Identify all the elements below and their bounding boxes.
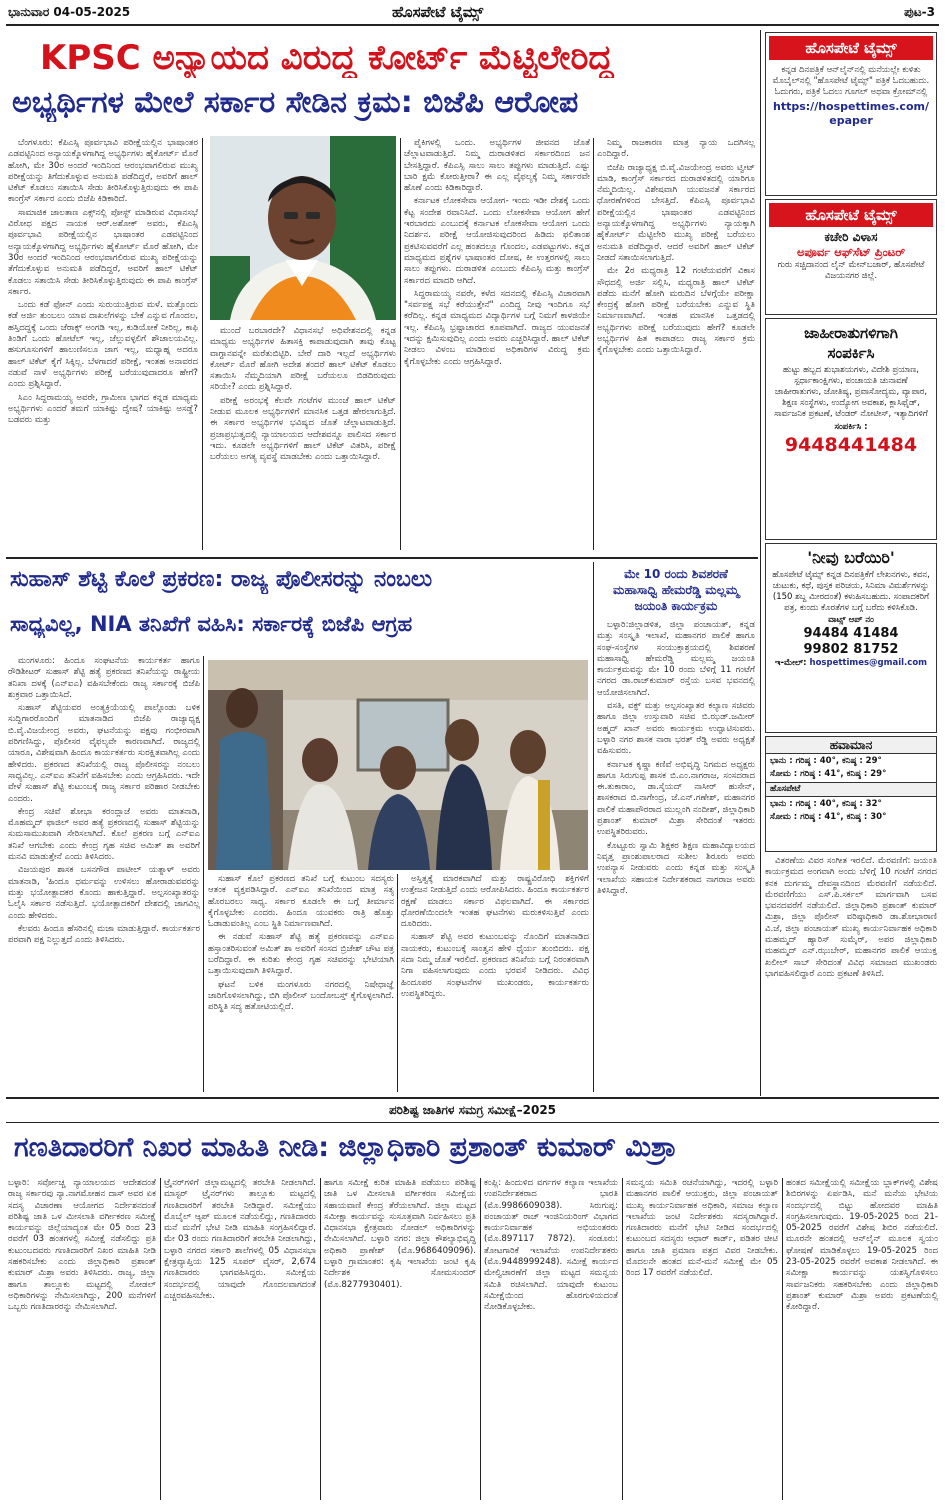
column-divider xyxy=(400,138,401,550)
paragraph: ನಿಮ್ಮ ರಾಜಕಾರಣ ಮಾತ್ರ ನ್ಯಾಯ ಒದಗಿಸಲ್ಲ ಎಂದಿದ್ದಾರೆ. xyxy=(597,138,755,160)
paragraph: ಅಸ್ತಿತ್ವಕ್ಕೆ ಮಾರಕವಾಗಿದೆ ಮತ್ತು ರಾಷ್ಟ್ರವಿರೋಧಿ ಶಕ್ತಿಗಳಿಗೆ ಉತ್ತೇಜನ ನೀಡುತ್ತಿದೆ ಎಂದು ಆರೋಪಿಸಿದರು. ಹಿಂದೂ ಕಾರ್ಯಕರ್ತರ ರಕ್ಷಣೆ ಮಾಡಲು ಸರ್ಕಾರ ವಿಫಲವಾಗಿದೆ. ಈ ಸರ್ಕಾರದ ಧೋರಣೆಯಿಂದಲೇ ಇಂತಹ ಘಟನೆಗಳು ಮರುಕಳಿಸುತ್ತಿವೆ ಎಂದು ದೂರಿದರು. xyxy=(401,874,589,930)
paragraph: ವಸತಿ, ವಕ್ಫ್ ಮತ್ತು ಅಲ್ಪಸಂಖ್ಯಾತರ ಕಲ್ಯಾಣ ಸಚಿವರು ಹಾಗೂ ಜಿಲ್ಲಾ ಉಸ್ತುವಾರಿ ಸಚಿವ ಬಿ.ಝಡ್.ಜಮೀರ್ ಅಹ್ಮದ್ ಖಾನ್ ಅವರು ಕಾರ್ಯಕ್ರಮ ಉದ್ಘಾಟಿಸುವರು. ಬಳ್ಳಾರಿ ನಗರ ಶಾಸಕ ನಾರಾ ಭರತ್ ರೆಡ್ಡಿ ಅವರು ಅಧ್ಯಕ್ಷತೆ ವಹಿಸುವರು. xyxy=(597,701,755,757)
office-address-box xyxy=(765,199,937,315)
paragraph: ಬಿಜೆಪಿ ರಾಜ್ಯಾಧ್ಯಕ್ಷ ಬಿ.ವೈ.ವಿಜಯೇಂದ್ರ ಅವರು ಟ್ವೀಟ್ ಮಾಡಿ, ಕಾಂಗ್ರೆಸ್ ಸರ್ಕಾರದ ದುರಾಡಳಿತದಲ್ಲಿ ಯಾರಿಗೂ ನೆಮ್ಮದಿಯಿಲ್ಲ. ವಿಶೇಷವಾಗಿ ಯುವಜನತೆ ಸರ್ಕಾರದ ಧೋರಣೆಗಳಿಂದ ಬೇಸತ್ತಿದೆ. ಕೆಪಿಎಸ್ಸಿ ಪೂರ್ವಭಾವಿ ಪರೀಕ್ಷೆಯಲ್ಲಿನ ಭಾಷಾಂತರ ಎಡವಟ್ಟಿನಿಂದ ಅನ್ಯಾಯಕ್ಕೊಳಗಾಗಿದ್ದ ಅಭ್ಯರ್ಥಿಗಳು ನ್ಯಾಯಕ್ಕಾಗಿ ಹೈಕೋರ್ಟ್ ಮೆಟ್ಟಿಲೇರಿ ಮುಖ್ಯ ಪರೀಕ್ಷೆ ಬರೆಯಲು ಅನುಮತಿ ಪಡೆದಿದ್ದಾರೆ. ಆದರೆ ಅವರಿಗೆ ಹಾಲ್ ಟಿಕೆಟ್ ನೀಡದೆ ಸತಾಯಿಸಲಾಗುತ್ತಿದೆ. xyxy=(597,162,755,263)
paragraph: ಬೆಂಗಳೂರು: ಕೆಪಿಎಸ್ಸಿ ಪೂರ್ವಭಾವಿ ಪರೀಕ್ಷೆಯಲ್ಲಿನ ಭಾಷಾಂತರ ಎಡವಟ್ಟಿನಿಂದ ಅನ್ಯಾಯಕ್ಕೊಳಗಾಗಿದ್ದ ಅಭ್ಯರ್ಥಿಗಳು ಹೈಕೋರ್ಟ್ ಮೊರೆ ಹೋಗಿ, ಮೇ 30ರ ಅಂದರೆ ಇಂದಿನಿಂದ ಆರಂಭವಾಗಲಿರುವ ಮುಖ್ಯ ಪರೀಕ್ಷೆಯನ್ನು ತಿಗೆದುಕೊಳ್ಳುವ ಅನುಮತಿ ಪಡೆದಿದ್ದರೆ, ಅವರಿಗೆ ಹಾಲ್ ಟಿಕೆಟ್ ಕೊಡಲು ಸತಾಯಿಸಿ ಸೇಡು ತೀರಿಸಿಕೊಳ್ಳುತ್ತಿರುವುದು ಈ ಪಾಪಿ ಕಾಂಗ್ರೆಸ್ ಸರ್ಕಾರ ಎಂದು ಬಿಜೆಪಿ ಕಿಡಿಕಾರಿದೆ. xyxy=(8,138,198,205)
paragraph: ವಿಜಯಪುರ ಶಾಸಕ ಬಸನಗೌಡ ಪಾಟೀಲ್ ಯತ್ನಾಳ್ ಅವರು ಮಾತನಾಡಿ, 'ಹಿಂದೂ ಧರ್ಮವನ್ನು ಉಳಿಸಲು ಹೋರಾಡುವವರನ್ನು ಮತ್ತು ಭಯೋತ್ಪಾದಕರ ಕೊಂದು ಹಾಕುತ್ತಿದ್ದಾರೆ. ಅಲ್ಪಸಂಖ್ಯಾತರನ್ನು ಓಲೈಸಿ ಸರ್ಕಾರ ನಡೆಸುತ್ತಿದೆ. ಭಯೋತ್ಪಾದಕರಿಗೆ ದೇಶದಲ್ಲಿ ಜಾಗವಿಲ್ಲ ಎಂದು ಹೇಳಿದರು. xyxy=(8,865,200,921)
politician-photo xyxy=(210,136,396,320)
weather-day: ಸೋಮ : xyxy=(770,812,798,822)
paragraph: ಮಂಗಳೂರು: ಹಿಂದೂ ಸಂಘಟನೆಯ ಕಾರ್ಯಕರ್ತ ಹಾಗೂ ರೌಡಿಶೀಟರ್ ಸುಹಾಸ್ ಶೆಟ್ಟಿ ಹತ್ಯೆ ಪ್ರಕರಣದ ತನಿಖೆಯನ್ನು ರಾಷ್ಟ್ರೀಯ ತನಿಖಾ ದಳಕ್ಕೆ (ಎನ್ಐಎ) ವಹಿಸಬೇಕೆಂದು ರಾಜ್ಯ ಸರ್ಕಾರಕ್ಕೆ ಬಿಜೆಪಿ ಶುಕ್ರವಾರ ಒತ್ತಾಯಿಸಿದೆ. xyxy=(8,656,200,700)
story1-headline-line1: KPSC ಅನ್ಯಾಯದ ವಿರುದ್ಧ ಕೋರ್ಟ್ ಮೆಟ್ಟಿಲೇರಿದ್ದ xyxy=(40,38,614,78)
story2-headline-line1: ಸುಹಾಸ್ ಶೆಟ್ಟಿ ಕೊಲೆ ಪ್ರಕರಣ: ರಾಜ್ಯ ಪೊಲೀಸರನ್ನು ನಂಬಲು xyxy=(10,567,433,592)
paragraph: ಕೇಂದ್ರ ಸಚಿವೆ ಶೋಭಾ ಕರಂದ್ಲಾಜೆ ಅವರು ಮಾತನಾಡಿ, ಮೊಹಮ್ಮದ್ ಫಾಜಿಲ್ ಅವರ ಹತ್ಯೆ ಪ್ರಕರಣದಲ್ಲಿ ಸುಹಾಸ್ ಶೆಟ್ಟಿಯನ್ನು ಸುಮಸಾಮುಖವಾಗಿ ಸೇರಿಸಲಾಗಿದೆ. ಕೊಲೆ ಪ್ರಕರಣ ಬಗ್ಗೆ ಎನ್ಐಎ ತನಿಖೆ ಆಗಬೇಕು ಎಂದು ಕೇಂದ್ರ ಗೃಹ ಸಚಿವ ಅಮಿತ್ ಶಾ ಅವರಿಗೆ ಮನವಿ ಮಾಡುತ್ತೇನೆ ಎಂದು ತಿಳಿಸಿದರು. xyxy=(8,806,200,863)
story4-col3: ಹಾಗೂ ಸಮೀಕ್ಷೆ ಕುರಿತ ಮಾಹಿತಿ ಪಡೆಯಲು ಪರಿಶಿಷ್ಟ ಜಾತಿ ಒಳ ಮೀಸಲಾತಿ ವರ್ಗೀಕರಣ ಸಮೀಕ್ಷೆಯ ಸಹಾಯವಾಣಿ ಕೇಂದ್ರ ತೆರೆಯಲಾಗಿದೆ. ಜಿಲ್ಲಾ ಮಟ್ಟದ ಸಮೀಕ್ಷಾ ಕಾರ್ಯವನ್ನು ಸುಸೂತ್ರವಾಗಿ ನಿರ್ವಹಿಸಲು ಪ್ರತಿ ವಿಧಾನಸಭಾ ಕ್ಷೇತ್ರವಾರು ನೋಡಲ್ ಅಧಿಕಾರಿಗಳನ್ನು ನೇಮಿಸಲಾಗಿದೆ. ಬಳ್ಳಾರಿ ನಗರ: ಜಿಲ್ಲಾ ಕೌಶಲ್ಯಾಭಿವೃದ್ಧಿ ಅಧಿಕಾರಿ ಪ್ರಾಣೇಶ್ (ಮೊ.9686409096). ಬಳ್ಳಾರಿ ಗ್ರಾಮಾಂತರ: ಕೃಷಿ ಇಲಾಖೆಯ ಜಂಟಿ ಕೃಷಿ ನಿರ್ದೇಶಕ ಸೋಮಸುಂದರ್ (ಮೊ.8277930401). xyxy=(324,1178,476,1290)
column-divider xyxy=(397,874,398,1092)
story2-headline-line2: ಸಾಧ್ಯವಿಲ್ಲ, NIA ತನಿಖೆಗೆ ವಹಿಸಿ: ಸರ್ಕಾರಕ್ಕೆ ಬಿಜೆಪಿ ಆಗ್ರಹ xyxy=(10,612,413,636)
masthead xyxy=(0,0,945,24)
story1-col4 xyxy=(597,138,755,550)
weather-day: ಸೋಮ : xyxy=(770,769,798,779)
column-divider xyxy=(202,138,203,550)
paragraph: ಈ ನಡುವೆ ಸುಹಾಸ್ ಶೆಟ್ಟಿ ಹತ್ಯೆ ಪ್ರಕರಣವನ್ನು ಎನ್ಐಎ ಹಸ್ತಾಂತರಿಸುವಂತೆ ಅಮಿತ್ ಶಾ ಅವರಿಗೆ ಸಂಸದ ಬ್ರಿಜೇಶ್ ಚೌಟ ಪತ್ರ ಬರೆದಿದ್ದಾರೆ. ಈ ಕುರಿತು ಕೇಂದ್ರ ಗೃಹ ಸಚಿವರನ್ನು ಭೇಟಿಯಾಗಿ ಒತ್ತಾಯಿಸುವುದಾಗಿ ತಿಳಿಸಿದ್ದಾರೆ. xyxy=(208,932,394,977)
paragraph: ಬಳ್ಳಾರಿ:ಜಿಲ್ಲಾಡಳಿತ, ಜಿಲ್ಲಾ ಪಂಚಾಯತ್, ಕನ್ನಡ ಮತ್ತು ಸಂಸ್ಕೃತಿ ಇಲಾಖೆ, ಮಹಾನಗರ ಪಾಲಿಕೆ ಹಾಗೂ ಸಂಘ-ಸಂಸ್ಥೆಗಳ ಸಂಯುಕ್ತಾಶ್ರಯದಲ್ಲಿ ಶಿವಶರಣೆ ಮಹಾಸಾಧ್ವಿ ಹೇಮರೆಡ್ಡಿ ಮಲ್ಲಮ್ಮ ಜಯಂತಿ ಕಾರ್ಯಕ್ರಮವನ್ನು ಮೇ 10 ರಂದು ಬೆಳಿಗ್ಗೆ 11 ಗಂಟೆಗೆ ನಗರದ ಡಾ.ರಾಜ್‌ಕುಮಾರ್ ರಸ್ತೆಯ ಬಸವ ಭವನದಲ್ಲಿ ಆಯೋಜಿಸಲಾಗಿದೆ. xyxy=(597,620,755,698)
issue-date: ಭಾನುವಾರ 04-05-2025 xyxy=(8,5,131,19)
story3-headline-line3: ಜಯಂತಿ ಕಾರ್ಯಕ್ರಮ xyxy=(634,599,718,613)
ad-box-text: ಹುಟ್ಟು ಹಬ್ಬದ ಶುಭಾಶಯಗಳು, ವಿದೇಶಿ ಪ್ರಯಾಣ, ಸ್ಪರ್ಧಾಕಾಂಕ್ಷಿಗಳು, ಪಂಚಾಯತಿ ಚುನಾವಣೆ ಜಾಹೀರಾತುಗಳು, ಜೋತಿಷ್ಯ, ಪ್ರವಾಸೋದ್ಯಮ, ವ್ಯಾಪಾರ, ಶಿಕ್ಷಣ ಸಂಸ್ಥೆಗಳು, ಉದ್ಯೋಗ ಅವಕಾಶ, ಕ್ಲಾಸಿಫೈಡ್, ಸಾರ್ವಜನಿಕ ಪ್ರಕಟಣೆ, ಟೆಂಡರ್ ನೋಟೀಸ್, ಇತ್ಯಾದಿಗಳಿಗೆ xyxy=(774,365,928,419)
paragraph: ಸುಹಾಸ್ ಶೆಟ್ಟಿಯವರ ಅಂತ್ಯಕ್ರಿಯೆಯಲ್ಲಿ ಪಾಲ್ಗೊಂಡು ಬಳಿಕ ಸುದ್ದಿಗಾರರೊಂದಿಗೆ ಮಾತನಾಡಿದ ಬಿಜೆಪಿ ರಾಜ್ಯಾಧ್ಯಕ್ಷ ಬಿ.ವೈ.ವಿಜಯೇಂದ್ರ ಅವರು, ಘಟನೆಯನ್ನು ಪಕ್ಷವು ಗಂಭೀರವಾಗಿ ಪರಿಗಣಿಸಿದ್ದು, ಪೊಲೀಸರ ವೈಫಲ್ಯವೇ ಕಾರಣವಾಗಿದೆ. ರಾಜ್ಯದಲ್ಲಿ ಯಾರೂ, ವಿಶೇಷವಾಗಿ ಹಿಂದೂ ಕಾರ್ಯಕರ್ತರು ಸುರಕ್ಷಿತವಾಗಿಲ್ಲ ಎಂದು ಹೇಳಿದರು. ಪ್ರಕರಣದ ತನಿಖೆಯಲ್ಲಿ ರಾಜ್ಯ ಪೊಲೀಸರನ್ನು ನಂಬಲು ಸಾಧ್ಯವಿಲ್ಲ. ಎನ್ಐಎ ತನಿಖೆಗೆ ವಹಿಸಬೇಕು ಎಂದು ಆಗ್ರಹಿಸಿದರು. ಇದೇ ವೇಳೆ ಸುಹಾಸ್ ಶೆಟ್ಟಿ ಕುಟುಂಬಕ್ಕೆ ರಾಜ್ಯ ಸರ್ಕಾರ ಪರಿಹಾರ ನೀಡಬೇಕು ಎಂದರು. xyxy=(8,703,200,804)
sidebar-lower-text xyxy=(765,856,937,1094)
weather-row xyxy=(766,754,936,769)
paragraph: ಸುಹಾಸ್ ಕೊಲೆ ಪ್ರಕರಣದ ತನಿಖೆ ಬಗ್ಗೆ ಕುಟುಂಬ ಸದಸ್ಯರು ಆತಂಕ ವ್ಯಕ್ತಪಡಿಸಿದ್ದಾರೆ. ಎನ್ಐಎ ತನಿಖೆಯಿಂದ ಮಾತ್ರ ಸತ್ಯ ಹೊರಬರಲು ಸಾಧ್ಯ. ಸರ್ಕಾರ ಕೂಡಲೇ ಈ ಬಗ್ಗೆ ತೀರ್ಮಾನ ಕೈಗೊಳ್ಳಬೇಕು ಎಂದರು. ಹಿಂದೂ ಯುವಕರು ರಾತ್ರಿ ಹೊತ್ತು ಓಡಾಡುವಂತಿಲ್ಲ ಎಂಬ ಸ್ಥಿತಿ ನಿರ್ಮಾಣವಾಗಿದೆ. xyxy=(208,874,394,930)
column-divider xyxy=(203,656,204,1092)
office-box-title: ಹೊಸಪೇಟೆ ಟೈಮ್ಸ್ xyxy=(769,203,933,227)
column-divider xyxy=(160,1178,161,1500)
story2-col3 xyxy=(401,874,589,1094)
column-divider xyxy=(593,138,594,550)
sidebar-divider xyxy=(760,30,761,1096)
paragraph: ಸಾಮಾಜಿಕ ಜಾಲತಾಣ ಎಕ್ಸ್‌ನಲ್ಲಿ ಪೋಸ್ಟ್ ಮಾಡಿರುವ ವಿಧಾನಸಭೆ ವಿರೋಧ ಪಕ್ಷದ ನಾಯಕ ಆರ್.ಅಶೋಕ್ ಅವರು, ಕೆಪಿಎಸ್ಸಿ ಪೂರ್ವಭಾವಿ ಪರೀಕ್ಷೆಯಲ್ಲಿನ ಭಾಷಾಂತರ ಎಡವಟ್ಟಿನಿಂದ ಅನ್ಯಾಯಕ್ಕೊಳಗಾಗಿದ್ದ ಅಭ್ಯರ್ಥಿಗಳು ಹೈಕೋರ್ಟ್ ಮೊರೆ ಹೋಗಿ, ಮೇ 30ರ ಅಂದರೆ ಇಂದಿನಿಂದ ಆರಂಭವಾಗಲಿರುವ ಮುಖ್ಯ ಪರೀಕ್ಷೆಯನ್ನು ತೆಗೆದುಕೊಳ್ಳುವ ಅನುಮತಿ ಪಡೆದಿದ್ದರೆ, ಅವರಿಗೆ ಹಾಲ್ ಟಿಕೆಟ್ ಕೊಡಲು ಸತಾಯಿಸಿ ಸೇಡು ತೀರಿಸಿಕೊಳ್ಳುತ್ತಿರುವುದು ಈ ಪಾಪಿ ಕಾಂಗ್ರೆಸ್ ಸರ್ಕಾರ. xyxy=(8,207,198,297)
paragraph: ಕೆಲವರು ಹಿಂದೂ ಹೆಸರಿನಲ್ಲಿ ಮಜಾ ಮಾಡುತ್ತಿದ್ದಾರೆ. ಕಾರ್ಯಕರ್ತರ ಪರವಾಗಿ ಪಕ್ಷ ನಿಲ್ಲುತ್ತದೆ ಎಂದು ತಿಳಿಸಿದರು. xyxy=(8,923,200,946)
weather-min: ಕನಿಷ್ಠ : 29° xyxy=(846,769,887,779)
email-line xyxy=(766,658,936,669)
epaper-box-title: ಹೊಸಪೇಟೆ ಟೈಮ್ಸ್ xyxy=(769,36,933,60)
paper-name: ಹೊಸಪೇಟೆ ಟೈಮ್ಸ್ xyxy=(392,3,484,21)
ad-phone[interactable]: 9448441484 xyxy=(784,434,918,456)
paragraph: ಸಿಎಂ ಸಿದ್ದರಾಮಯ್ಯ ಅವರೇ, ಗ್ರಾಮೀಣ ಭಾಗದ ಕನ್ನಡ ಮಾಧ್ಯಮ ಅಭ್ಯರ್ಥಿಗಳು ಎಂದರೆ ತಮಗೆ ಯಾಕಿಷ್ಟು ದ್ವೇಷ? ಯಾಕಿಷ್ಟು ಅಸಡ್ಡೆ? ಬಡವರು ಮತ್ತು xyxy=(8,392,198,426)
story4-col1: ಬಳ್ಳಾರಿ: ಸರ್ವೋಚ್ಚ ನ್ಯಾಯಾಲಯದ ಆದೇಶದಂತೆ ರಾಜ್ಯ ಸರ್ಕಾರವು ನ್ಯಾ.ನಾಗಮೋಹನ ದಾಸ್ ಅವರ ಏಕ ಸದಸ್ಯ ವಿಚಾರಣಾ ಆಯೋಗದ ನಿರ್ದೇಶನದಂತೆ ಪರಿಶಿಷ್ಟ ಜಾತಿ ಒಳ ಮೀಸಲಾತಿ ವರ್ಗೀಕರಣ ಸಮೀಕ್ಷೆ ಕಾರ್ಯವನ್ನು ಜಿಲ್ಲೆಯಾದ್ಯಂತ ಮೇ 05 ರಿಂದ 23 ರವರೆಗೆ 03 ಹಂತಗಳಲ್ಲಿ ಸಮೀಕ್ಷೆ ನಡೆಸಲಿದ್ದು ಪ್ರತಿ ಕುಟುಂಬದವರು ಗಣತಿದಾರರಿಗೆ ನಿಖರ ಮಾಹಿತಿ ನೀಡಿ ಸಹಕರಿಸಬೇಕು ಎಂದು ಜಿಲ್ಲಾಧಿಕಾರಿ ಪ್ರಶಾಂತ್ ಕುಮಾರ್ ಮಿಶ್ರಾ ಅವರು ತಿಳಿಸಿದರು. ರಾಜ್ಯ, ಜಿಲ್ಲಾ ಹಾಗೂ ತಾಲ್ಲೂಕು ಮಟ್ಟದಲ್ಲಿ ನೋಡಲ್ ಅಧಿಕಾರಿಗಳನ್ನು ನೇಮಿಸಲಾಗಿದ್ದು, 200 ಮನೆಗಳಿಗೆ ಒಬ್ಬರು ಗಣತಿದಾರರನ್ನು ನೇಮಿಸಲಾಗಿದೆ. xyxy=(8,1178,156,1313)
story3-headline-line2: ಮಹಾಸಾಧ್ವಿ ಹೇಮರೆಡ್ಡಿ ಮಲ್ಲಮ್ಮ xyxy=(613,583,739,597)
story3-body xyxy=(597,620,755,1094)
story1-col1 xyxy=(8,138,198,538)
paragraph: ಒಂದು ಕಡೆ ಫೋನ್ ಎಂದು ಸುರುಯುತ್ತಿರುವ ಮಳೆ. ಮತ್ತೊಂದು ಕಡೆ ಅರ್ಜಿ ತುಂಬಲು ಯಾವ ದಾಖಲೆಗಳನ್ನು ಬೇಕೆ ಎನ್ನುವ ಗೊಂದಲ, ಹಸ್ತಿದದ್ದಕ್ಕೆ ಒಂದು ಜೆರಾಕ್ಸ್ ಅಂಗಡಿ ಇಲ್ಲ, ಕುಡಿಯೋಕೆ ನೀರಿಲ್ಲ, ಕಾಫಿ ತಿಂಡಿಗೆ ಒಂದು ಹೋಟೆಲ್ ಇಲ್ಲ, ಜೆಲ್ಲುವಳ್ಳಲಿಗೆ ಶೌಚಾಲಯವಿಲ್ಲ. ಹಸುಗೂಸುಗಳಿಗೆ ಹಾಲುಣಿಸಲೂ ಜಾಗ ಇಲ್ಲ, ಮಧ್ಯಾಹ್ನ ಅದರೂ ಹಾಲ್ ಟಿಕೆಟ್ ಕೈಗೆ ಸಿಕ್ಕಿಲ್ಲ. ಬೆಳಗಾದರೆ ಪರೀಕ್ಷೆ, ಇಂತಹ ಅನಾವರದ ನಡುವೆ ನಾಳೆ ಅಭ್ಯರ್ಥಿಗಳು ಪರೀಕ್ಷೆ ಬರೆಯುವುದಾದರೂ ಹೇಗೆ? ಎಂದು ಪ್ರಶ್ನಿಸಿದ್ದಾರೆ. xyxy=(8,300,198,390)
weather-min: ಕನಿಷ್ಠ : 29° xyxy=(842,756,882,766)
epaper-box xyxy=(765,32,937,196)
page-number: ಪುಟ-3 xyxy=(904,5,935,19)
story4-kicker: ಪರಿಶಿಷ್ಟ ಜಾತಿಗಳ ಸಮಗ್ರ ಸಮೀಕ್ಷೆ–2025 xyxy=(388,1103,557,1117)
section-rule xyxy=(6,557,758,559)
email-address[interactable]: hospettimes@gmail.com xyxy=(809,658,928,668)
write-box-title: 'ನೀವು ಬರೆಯಿರಿ' xyxy=(807,548,895,567)
whatsapp-label: ವಾಟ್ಸ್ ಆಪ್ ನಂ xyxy=(828,615,874,625)
paragraph: ಸುಹಾಸ್ ಶೆಟ್ಟಿ ಅವರ ಕುಟುಂಬವನ್ನು ನೊಂದಿಗೆ ಮಾತನಾಡಿದ ನಾಯಕರು, ಕುಟುಂಬಕ್ಕೆ ಸಾಂತ್ವನ ಹೇಳಿ ಧೈರ್ಯ ತುಂಬಿದರು. ಪಕ್ಷ ಸದಾ ನಿಮ್ಮ ಜೊತೆ ಇರಲಿದೆ. ಪ್ರಕರಣದ ತನಿಖೆಯ ಬಗ್ಗೆ ನಿರಂತರವಾಗಿ ನಿಗಾ ವಹಿಸಲಾಗುವುದು ಎಂದು ಭರವಸೆ ನೀಡಿದರು. ವಿವಿಧ ಹಿಂದೂಪರ ಸಂಘಟನೆಗಳ ಮುಖಂಡರು, ಕಾರ್ಯಕರ್ತರು ಉಪಸ್ಥಿತರಿದ್ದರು. xyxy=(401,932,589,999)
paragraph: ಕರ್ನಾಟಕ ಲೋಕಸೇವಾ ಆಯೋಗ- ಇಂದು ಇಡೀ ದೇಶಕ್ಕೆ ಒಂದು ಕೆಟ್ಟ ಸಂದೇಶ ರವಾನಿಸಿದೆ. ಒಂದು ಲೋಕಸೇವಾ ಆಯೋಗ ಹೇಗೆ ಇರಬಾರದು ಎಂಬುದಕ್ಕೆ ಕರ್ನಾಟಕ ಲೋಕಸೇವಾ ಆಯೋಗ ಒಂದು ನಿದರ್ಶನ. ಪರೀಕ್ಷೆ ಆಯೋಜಿಸುವುದರಿಂದ ಹಿಡಿದು ಫಲಿತಾಂಶ ಪ್ರಕಟಿಸುವವರೆಗೆ ಎಲ್ಲ ಹಂತದಲ್ಲೂ ಗೊಂದಲ, ಎಡವಟ್ಟುಗಳು. ಕನ್ನಡ ಮಾಧ್ಯಮದ ಪ್ರಶ್ನೆಗಳ ಭಾಷಾಂತರ ದೋಷ, ಕೀ ಉತ್ತರಗಳಲ್ಲಿ ಸಾಲು ಸಾಲು ತಪ್ಪುಗಳು. ದುರಾಡಳಿತ ಎಂಬುದು ಕೆಪಿಎಸ್ಸಿ ಮತ್ತು ಕಾಂಗ್ರೆಸ್ ಸರ್ಕಾರದ ಮಾದರಿ ಆಗಿದೆ. xyxy=(404,196,590,286)
story1-col3 xyxy=(404,138,590,550)
paragraph: ಪೈಕಿಗಳಲ್ಲಿ ಒಂದು. ಅಭ್ಯರ್ಥಿಗಳ ಜೀವನದ ಜೊತೆ ಚೆಲ್ಲಾಟವಾಡುತ್ತಿದೆ. ನಿಮ್ಮ ದುರಾಡಳಿತದ ಸರ್ಕಾರದಿಂದ ಜನ ಬೇಸತ್ತಿದ್ದಾರೆ. ಕೆಪಿಎಸ್ಸಿ ಸಾಲು ಸಾಲು ತಪ್ಪುಗಳು ಮಾಡುತ್ತಿದೆ. ಎಷ್ಟು ಬಾರಿ ಕ್ಷಮೆ ಕೋರುತ್ತೀರಾ? ಈ ಎಲ್ಲ ವೈಫಲ್ಯಕ್ಕೆ ನಿಮ್ಮ ಸರ್ಕಾರವೇ ಹೊಣೆ ಎಂದು ಕಿಡಿಕಾರಿದ್ದಾರೆ. xyxy=(404,138,590,194)
story4-col2: ಟ್ರೈನರ್‌ಗಳಿಗೆ ಜಿಲ್ಲಾಮಟ್ಟದಲ್ಲಿ ತರಬೇತಿ ನೀಡಲಾಗಿದೆ. ಮಾಸ್ಟರ್ ಟ್ರೈನರ್‌ಗಳು ತಾಲ್ಲೂಕು ಮಟ್ಟದಲ್ಲಿ ಗಣತಿದಾರರಿಗೆ ತರಬೇತಿ ನೀಡಿದ್ದಾರೆ. ಸಮೀಕ್ಷೆಯು ಮೊಬೈಲ್ ಆ್ಯಪ್ ಮೂಲಕ ನಡೆಯಲಿದ್ದು, ಗಣತಿದಾರರು ಮನೆ ಮನೆಗೆ ಭೇಟಿ ನೀಡಿ ಮಾಹಿತಿ ಸಂಗ್ರಹಿಸಲಿದ್ದಾರೆ. ಮೇ 03 ರಂದು ಗಣತಿದಾರರಿಗೆ ತರಬೇತಿ ನೀಡಲಾಗಿದ್ದು, ಬಳ್ಳಾರಿ ನಗರದ ಸರ್ಕಾರಿ ಶಾಲೆಗಳಲ್ಲಿ 05 ವಿಧಾನಸಭಾ ಕ್ಷೇತ್ರವ್ಯಾಪ್ತಿಯ 125 ಸೂಪರ್ ವೈಸರ್, 2,674 ಗಣತಿದಾರರು ಭಾಗವಹಿಸಿದ್ದರು. ಸಮೀಕ್ಷೆಯ ಸಂದರ್ಭದಲ್ಲಿ ಯಾವುದೇ ಗೊಂದಲವಾಗದಂತೆ ಎಚ್ಚರವಹಿಸಬೇಕು. xyxy=(164,1178,316,1301)
weather-max: ಗರಿಷ್ಠ : 40°, xyxy=(795,756,840,766)
story3-headline-line1: ಮೇ 10 ರಂದು ಶಿವಶರಣೆ xyxy=(624,567,728,581)
weather-row xyxy=(766,812,936,823)
whatsapp-phone-1[interactable]: 94484 41484 xyxy=(803,626,899,641)
paragraph: ಮುಂದೆ ಬರಬಾರದೇ? ವಿಧಾನಸಭೆ ಅಧಿವೇಶನದಲ್ಲಿ ಕನ್ನಡ ಮಾಧ್ಯಮ ಅಭ್ಯರ್ಥಿಗಳ ಹಿತಾಸಕ್ತಿ ಕಾಪಾಡುವುದಾಗಿ ತಾವು ಕೊಟ್ಟ ವಾಗ್ದಾನವನ್ನೇ ಮರೆತುಬಿಟ್ಟಿರಿ. ಬೇರೆ ದಾರಿ ಇಲ್ಲದೆ ಅಭ್ಯರ್ಥಿಗಳು ಕೋರ್ಟ್ ಮೊರೆ ಹೋಗಿ ಅದೇಶ ತಂದರೆ ಹಾಲ್ ಟಿಕೆಟ್ ಕೊಡಲು ಸತಾಯಿಸಿ ನೆಮ್ಮದಿಯಾಗಿ ಪರೀಕ್ಷೆ ಬರೆಯಲೂ ಬಿಡದಿರುವುದು ಸರಿಯೇ? ಎಂದು ಪ್ರಶ್ನಿಸಿದ್ದಾರೆ. xyxy=(210,326,396,393)
weather-min: ಕನಿಷ್ಠ : 30° xyxy=(846,812,887,822)
masthead-rule xyxy=(6,24,939,26)
story2-col2 xyxy=(208,874,394,1094)
email-label: ಇ-ಮೇಲ್: xyxy=(774,658,807,668)
paragraph: ವಿತರಣೆಯ ವಿವರ ಸಂಗೀತ ಇರಲಿದೆ. ಮೆರವಣಿಗೆ: ಜಯಂತಿ ಕಾರ್ಯಕ್ರಮದ ಅಂಗವಾಗಿ ಅಂದು ಬೆಳಿಗ್ಗೆ 10 ಗಂಟೆಗೆ ನಗರದ ಕನಕ ದುರ್ಗಮ್ಮ ದೇವಸ್ಥಾನದಿಂದ ಮೆರವಣಿಗೆ ನಡೆಯಲಿದೆ. ಮೆರವಣಿಗೆಯು ಎಸ್.ಪಿ.ಸರ್ಕಲ್ ಮಾರ್ಗವಾಗಿ ಬಸವ ಭವನದವರೆಗೆ ನಡೆಯಲಿದೆ. ಜಿಲ್ಲಾಧಿಕಾರಿ ಪ್ರಶಾಂತ್ ಕುಮಾರ್ ಮಿಶ್ರಾ, ಜಿಲ್ಲಾ ಪೊಲೀಸ್ ವರಿಷ್ಠಾಧಿಕಾರಿ ಡಾ.ಶೋಭಾರಾಣಿ ವಿ.ಜೆ, ಜಿಲ್ಲಾ ಪಂಚಾಯತ್ ಮುಖ್ಯ ಕಾರ್ಯನಿರ್ವಾಹಕ ಅಧಿಕಾರಿ ಮಹಮ್ಮದ್ ಹ್ಯಾರಿಸ್ ಸುಮೈರ್, ಅಪರ ಜಿಲ್ಲಾಧಿಕಾರಿ ಮಹಮ್ಮದ್ ಎನ್.ಝುಬೇರ್, ಮಹಾನಗರ ಪಾಲಿಕೆ ಆಯುಕ್ತ ಖಲೀಲ್ ಸಾಬ್ ಸೇರಿದಂತೆ ವಿವಿಧ ಸಮಾಜದ ಮುಖಂಡರು ಭಾಗವಹಿಸಲಿದ್ದಾರೆ ಎಂದು ಪ್ರಕಟಣೆ ತಿಳಿಸಿದೆ. xyxy=(765,856,937,979)
ad-box-title: ಜಾಹೀರಾತುಗಳಿಗಾಗಿ xyxy=(804,324,898,342)
write-to-us-box xyxy=(765,543,937,733)
weather-day: ಭಾನು : xyxy=(770,799,793,809)
story4-headline: ಗಣತಿದಾರರಿಗೆ ನಿಖರ ಮಾಹಿತಿ ನೀಡಿ: ಜಿಲ್ಲಾಧಿಕಾರಿ ಪ್ರಶಾಂತ್ ಕುಮಾರ್ ಮಿಶ್ರಾ xyxy=(14,1132,677,1163)
kicker-rule xyxy=(6,1122,939,1123)
weather-min: ಕನಿಷ್ಠ : 32° xyxy=(842,799,882,809)
column-divider xyxy=(480,1178,481,1500)
story4-col6: ಹಂತದ ಸಮೀಕ್ಷೆಯಲ್ಲಿ ಸಮೀಕ್ಷೆಯ ಬ್ಲಾಕ್‌ಗಳಲ್ಲಿ ವಿಶೇಷ ಶಿಬಿರಗಳನ್ನು ಏರ್ಪಡಿಸಿ, ಮನೆ ಮನೆಯ ಭೇಟಿಯ ಸಂದರ್ಭದಲ್ಲಿ ಬಿಟ್ಟು ಹೋದವರ ಮಾಹಿತಿ ಸಂಗ್ರಹಿಸಲಾಗುವುದು. 19-05-2025 ರಿಂದ 21-05-2025 ರವರೆಗೆ ವಿಶೇಷ ಶಿಬಿರ ನಡೆಯಲಿದೆ. ಮೂರನೇ ಹಂತದಲ್ಲಿ ಆನ್‌ಲೈನ್ ಮೂಲಕ ಸ್ವಯಂ ಘೋಷಣೆ ಮಾಡಿಕೊಳ್ಳಲು 19-05-2025 ರಿಂದ 23-05-2025 ರವರೆಗೆ ಅವಕಾಶ ನೀಡಲಾಗಿದೆ. ಈ ಸಮೀಕ್ಷಾ ಕಾರ್ಯವನ್ನು ಯಶಸ್ವಿಗೊಳಿಸಲು ಸಾರ್ವಜನಿಕರು ಸಹಕರಿಸಬೇಕು ಎಂದು ಜಿಲ್ಲಾಧಿಕಾರಿ ಪ್ರಶಾಂತ್ ಕುಮಾರ್ ಮಿಶ್ರಾ ಅವರು ಪ್ರಕಟಣೆಯಲ್ಲಿ ಕೋರಿದ್ದಾರೆ. xyxy=(786,1178,938,1313)
weather-max: ಗರಿಷ್ಠ : 40°, xyxy=(795,799,840,809)
condolence-visit-photo xyxy=(208,660,588,870)
epaper-box-text: ಕನ್ನಡ ದಿನಪತ್ರಿಕೆ ಆನ್‌ಲೈನ್‌ನಲ್ಲಿ ಮನೆಯಲ್ಲೇ ಕುಳಿತು ಮೊಬೈಲ್‌ನಲ್ಲಿ "ಹೊಸಪೇಟೆ ಟೈಮ್ಸ್" ಪತ್ರಿಕೆ ಓದಬಹುದು. ಓದುಗರು, ಪತ್ರಿಕೆ ಓದಲು ಗೂಗಲ್ ಅಥವಾ ಕ್ರೋಮ್‌ನಲ್ಲಿ xyxy=(772,65,930,97)
story1-col2 xyxy=(210,326,396,552)
paragraph: ಘಟನೆ ಬಳಿಕ ಮಂಗಳೂರು ನಗರದಲ್ಲಿ ನಿಷೇಧಾಜ್ಞೆ ಜಾರಿಗೊಳಿಸಲಾಗಿದ್ದು, ಬಿಗಿ ಪೊಲೀಸ್ ಬಂದೋಬಸ್ತ್ ಕೈಗೊಳ್ಳಲಾಗಿದೆ. ಪರಿಸ್ಥಿತಿ ಸದ್ಯ ಹತೋಟಿಯಲ್ಲಿದೆ. xyxy=(208,979,394,1013)
weather-box xyxy=(765,736,937,852)
story4-col5: ಸಮನ್ವಯ ಸಮಿತಿ ರಚನೆಯಾಗಿದ್ದು, ಇದರಲ್ಲಿ ಬಳ್ಳಾರಿ ಮಹಾನಗರ ಪಾಲಿಕೆ ಆಯುಕ್ತರು, ಜಿಲ್ಲಾ ಪಂಚಾಯತ್ ಮುಖ್ಯ ಕಾರ್ಯನಿರ್ವಾಹಕ ಅಧಿಕಾರಿ, ಸಮಾಜ ಕಲ್ಯಾಣ ಇಲಾಖೆಯ ಜಂಟಿ ನಿರ್ದೇಶಕರು ಸದಸ್ಯರಾಗಿದ್ದಾರೆ. ಗಣತಿದಾರರು ಮನೆಗೆ ಭೇಟಿ ನೀಡಿದ ಸಂದರ್ಭದಲ್ಲಿ ಕುಟುಂಬದ ಸದಸ್ಯರು ಆಧಾರ್ ಕಾರ್ಡ್, ಪಡಿತರ ಚೀಟಿ ಹಾಗೂ ಜಾತಿ ಪ್ರಮಾಣ ಪತ್ರದ ವಿವರ ನೀಡಬೇಕು. ಮೊದಲನೇ ಹಂತದ ಮನೆ-ಮನೆ ಸಮೀಕ್ಷೆ ಮೇ 05 ರಿಂದ 17 ರವರೆಗೆ ನಡೆಯಲಿದೆ. xyxy=(626,1178,778,1279)
weather-title: ಹವಾಮಾನ xyxy=(766,737,936,754)
weather-max: ಗರಿಷ್ಠ : 41°, xyxy=(800,812,844,822)
office-address: ಗುರು ಸಚ್ಚಿದಾನಂದ ಲೈನ್ ಮೇನ್‌ಬಜಾರ್, ಹೊಸಪೇಟೆ ವಿಜಯನಗರ ಜಿಲ್ಲೆ. xyxy=(777,260,925,281)
write-box-text: ಹೊಸಪೇಟೆ ಟೈಮ್ಸ್ ಕನ್ನಡ ದಿನಪತ್ರಿಕೆಗೆ ಲೇಖನಗಳು, ಕವನ, ಚುಟುಕು, ಕಥೆ, ಪುಸ್ತಕ ಪರಿಚಯ, ಸಿನಿಮಾ ವಿಮರ್ಶೆಗಳನ್ನು (150 ಶಬ್ದ ಮೀರದಂತೆ) ಕಳುಹಿಸಬಹುದು. ಸಂಪಾದಕರಿಗೆ ಪತ್ರ, ಕುಂದು ಕೊರತೆಗಳ ಬಗ್ಗೆ ಬರೆದು ಕಳಿಸಿಕೊಡಿ. xyxy=(772,570,930,613)
weather-city: ಹೊಸಪೇಟೆ xyxy=(766,782,936,797)
ad-box-subtitle: ಸಂಪರ್ಕಿಸಿ xyxy=(827,344,875,362)
paragraph: ಪರೀಕ್ಷೆ ಅರಂಭಕ್ಕೆ ಕೆಲವೇ ಗಂಟೆಗಳ ಮುಂಚೆ ಹಾಲ್ ಟಿಕೆಟ್ ನೀಡುವ ಮೂಲಕ ಅಭ್ಯರ್ಥಿಗಳಿಗೆ ಮಾನಸಿಕ ಒತ್ತಡ ಹೇರಲಾಗುತ್ತಿದೆ. ಈ ಸರ್ಕಾರ ಅಭ್ಯರ್ಥಿಗಳ ಭವಿಷ್ಯದ ಜೊತೆ ಚೆಲ್ಲಾಟವಾಡುತ್ತಿದೆ. ಪ್ರಜಾಪ್ರಭುತ್ವದಲ್ಲಿ ನ್ಯಾಯಾಲಯದ ಆದೇಶವನ್ನೂ ಪಾಲಿಸದ ಸರ್ಕಾರ ಇದು. ಕೂಡಲೇ ಅಭ್ಯರ್ಥಿಗಳಿಗೆ ಹಾಲ್ ಟಿಕೆಟ್ ವಿತರಿಸಿ, ಪರೀಕ್ಷೆ ಬರೆಯಲು ಅಗತ್ಯ ವ್ಯವಸ್ಥೆ ಮಾಡಬೇಕು ಎಂದು ಒತ್ತಾಯಿಸಿದ್ದಾರೆ. xyxy=(210,395,396,463)
office-label: ಕಚೇರಿ ವಿಳಾಸ xyxy=(824,230,878,244)
paragraph: ಕರ್ನಾಟಕ ಕೃಷ್ಣಾ ಕಣಿವೆ ಅಭಿವೃದ್ಧಿ ನಿಗಮದ ಅಧ್ಯಕ್ಷರು ಹಾಗೂ ಸಿರುಗುಪ್ಪ ಶಾಸಕ ಬಿ.ಎಂ.ನಾಗರಾಜ, ಸಂಸದರಾದ ಈ.ತುಕಾರಾಂ, ಡಾ.ಸೈಯದ್ ನಾಸೀರ್ ಹುಸೇನ್, ಶಾಸಕರಾದ ಬಿ.ನಾಗೇಂದ್ರ, ಜೆ.ಎನ್.ಗಣೇಶ್, ಮಹಾನಗರ ಪಾಲಿಕೆ ಮಹಾಪೌರರಾದ ಮುಲ್ಲಂಗಿ ನಂದೀಶ್, ಜಿಲ್ಲಾಧಿಕಾರಿ ಪ್ರಶಾಂತ್ ಕುಮಾರ್ ಮಿಶ್ರಾ ಸೇರಿದಂತೆ ಇತರರು ಉಪಸ್ಥಿತರಿರುವರು. xyxy=(597,759,755,838)
column-divider xyxy=(782,1178,783,1500)
column-divider xyxy=(320,1178,321,1500)
story1-headline-line2: ಅಭ್ಯರ್ಥಿಗಳ ಮೇಲೆ ಸರ್ಕಾರ ಸೇಡಿನ ಕ್ರಮ: ಬಿಜೆಪಿ ಆರೋಪ xyxy=(12,85,579,120)
story2-col1 xyxy=(8,656,200,1094)
weather-row xyxy=(766,769,936,782)
advertisement-box xyxy=(765,318,937,540)
epaper-url-line2[interactable]: epaper xyxy=(829,114,873,127)
story3-headline xyxy=(597,566,755,614)
column-divider xyxy=(622,1178,623,1500)
section-rule xyxy=(6,1097,939,1099)
paragraph: ಕೊಟ್ಟೂರು ಸ್ವಾಮಿ ಶಿಕ್ಷಕರ ಶಿಕ್ಷಣ ಮಹಾವಿದ್ಯಾಲಯದ ನಿವೃತ್ತ ಪ್ರಾಂಶುಪಾಲರಾದ ಸುಶೀಲ ಶಿರೂರು ಅವರು ಉಪನ್ಯಾಸ ನೀಡುವರು ಎಂದು ಕನ್ನಡ ಮತ್ತು ಸಂಸ್ಕೃತಿ ಇಲಾಖೆಯ ಸಹಾಯಕ ನಿರ್ದೇಶಕರಾದ ನಾಗರಾಜ ಅವರು ತಿಳಿಸಿದ್ದಾರೆ. xyxy=(597,840,755,896)
whatsapp-phone-2[interactable]: 99802 81752 xyxy=(803,642,899,657)
weather-day: ಭಾನು : xyxy=(770,756,793,766)
ad-contact-label: ಸಂಪರ್ಕಿಸಿ : xyxy=(834,422,868,432)
weather-row xyxy=(766,797,936,812)
paragraph: ಸಿದ್ದರಾಮಯ್ಯ ನವರೇ, ಕಳೆದ ಸದನದಲ್ಲಿ ಕೆಪಿಎಸ್ಸಿ ವಿಚಾರವಾಗಿ "ಸರ್ವಪಕ್ಷ ಸಭೆ ಕರೆಯುತ್ತೇನೆ" ಎಂದಿದ್ದ ನೀವು ಇಂದಿಗೂ ಸಭೆ ಕರೆದಿಲ್ಲ. ಕನ್ನಡ ಮಾಧ್ಯಮದ ವಿದ್ಯಾರ್ಥಿಗಳ ಬಗ್ಗೆ ನಿಮಗೆ ಕಾಳಜಿಯೇ ಇಲ್ಲ. ಕೆಪಿಎಸ್ಸಿ ಭ್ರಷ್ಟಾಚಾರದ ಕೂಪವಾಗಿದೆ. ರಾಜ್ಯದ ಯುವಜನತೆ ಇದನ್ನು ಕ್ಷಮಿಸುವುದಿಲ್ಲ ಎಂದು ಅವರು ಎಚ್ಚರಿಸಿದ್ದಾರೆ. ಹಾಲ್ ಟಿಕೆಟ್ ನೀಡಲು ವಿಳಂಬ ಮಾಡಿರುವ ಅಧಿಕಾರಿಗಳ ವಿರುದ್ಧ ಕ್ರಮ ಕೈಗೊಳ್ಳಬೇಕು ಎಂದು ಆಗ್ರಹಿಸಿದ್ದಾರೆ. xyxy=(404,288,590,367)
epaper-url-line1[interactable]: https://hospettimes.com/ xyxy=(773,100,929,113)
column-divider xyxy=(593,562,594,1092)
paragraph: ಮೇ 2ರ ಮಧ್ಯರಾತ್ರಿ 12 ಗಂಟೆಯವರೆಗೆ ವಿಕಾಸ ಸೌಧದಲ್ಲಿ ಅರ್ಜಿ ಸಲ್ಲಿಸಿ, ಮಧ್ಯರಾತ್ರಿ ಹಾಲ್ ಟಿಕೆಟ್ ಪಡೆದು ಮನೆಗೆ ಹೋಗಿ ಮರುದಿನ ಬೆಳಗ್ಗೆಯೇ ಪರೀಕ್ಷಾ ಕೇಂದ್ರಕ್ಕೆ ಹೋಗಿ ಪರೀಕ್ಷೆ ಬರೆಯಬೇಕು ಎನ್ನುವ ಸ್ಥಿತಿ ನಿರ್ಮಾಣವಾಗಿದೆ. ಇಂತಹ ಮಾನಸಿಕ ಒತ್ತಡದಲ್ಲಿ ಅಭ್ಯರ್ಥಿಗಳು ಪರೀಕ್ಷೆ ಬರೆಯುವುದು ಹೇಗೆ? ಕೂಡಲೇ ಅಭ್ಯರ್ಥಿಗಳ ಹಿತ ಕಾಪಾಡಲು ರಾಜ್ಯ ಸರ್ಕಾರ ಕ್ರಮ ಕೈಗೊಳ್ಳಬೇಕು ಎಂದು ಒತ್ತಾಯಿಸಿದ್ದಾರೆ. xyxy=(597,266,755,356)
epaper-url[interactable] xyxy=(766,100,936,128)
story4-col4: ಕಂಪ್ಲಿ: ಹಿಂದುಳಿದ ವರ್ಗಗಳ ಕಲ್ಯಾಣ ಇಲಾಖೆಯ ಉಪನಿರ್ದೇಶಕರಾದ ಭಾರತಿ (ಮೊ.9986609038). ಸಿರುಗುಪ್ಪ: ಪಂಚಾಯತ್ ರಾಜ್ ಇಂಜಿನಿಯರಿಂಗ್ ವಿಭಾಗದ ಕಾರ್ಯನಿರ್ವಾಹಕ ಅಭಿಯಂತರರು (ಮೊ.897117 7872). ಸಂಡೂರು: ತೋಟಗಾರಿಕೆ ಇಲಾಖೆಯ ಉಪನಿರ್ದೇಶಕರು (ಮೊ.9448999248). ಸಮೀಕ್ಷೆ ಕಾರ್ಯದ ಮೇಲ್ವಿಚಾರಣೆಗೆ ಜಿಲ್ಲಾ ಮಟ್ಟದ ಸಮನ್ವಯ ಸಮಿತಿ ರಚಿಸಲಾಗಿದೆ. ಯಾವುದೇ ಕುಟುಂಬ ಸಮೀಕ್ಷೆಯಿಂದ ಹೊರಗುಳಿಯದಂತೆ ನೋಡಿಕೊಳ್ಳಬೇಕು. xyxy=(484,1178,618,1313)
printer-name: ಅಪೂರ್ವ ಆಫ್‌ಸೆಟ್ ಪ್ರಿಂಟರ್ xyxy=(796,245,906,259)
weather-max: ಗರಿಷ್ಠ : 41°, xyxy=(800,769,844,779)
